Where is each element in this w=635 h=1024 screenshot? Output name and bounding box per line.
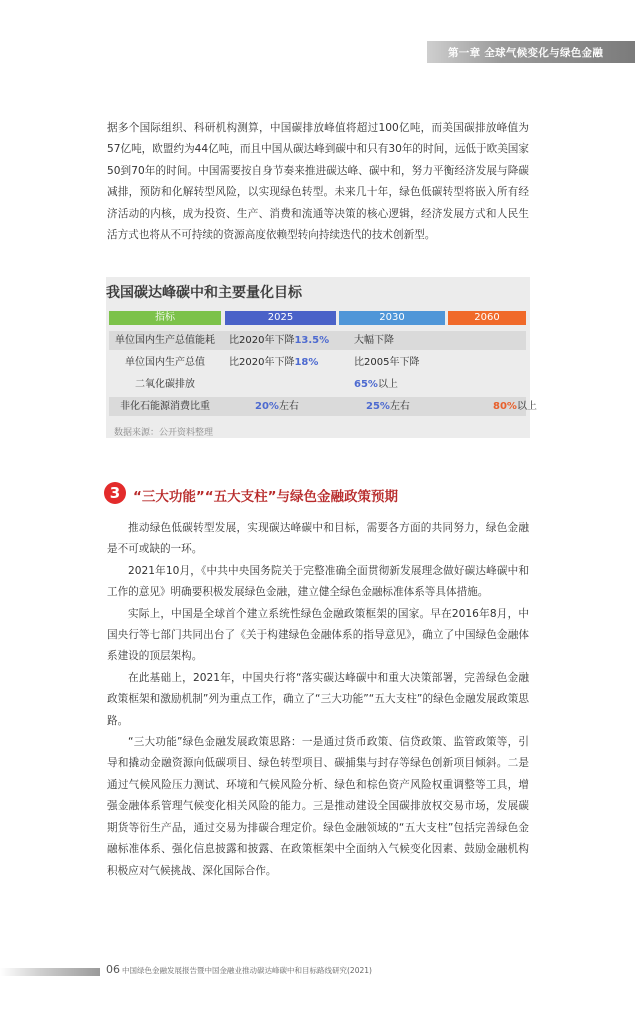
section-number-badge: 3 xyxy=(104,482,126,504)
body-paragraph: 在此基础上，2021年，中国央行将“落实碳达峰碳中和重大决策部署，完善绿色金融政策框架和激励机制”列为重点工作，确立了“三大功能”“五大支柱”的绿色金融发展政策思路。 xyxy=(107,671,529,727)
body-paragraph: 2021年10月，《中共中央国务院关于完整准确全面贯彻新发展理念做好碳达峰碳中和工作的意见》明确要积极发展绿色金融，建立健全绿色金融标准体系等具体措施。 xyxy=(107,564,529,599)
table-header-2030: 2030 xyxy=(339,311,445,325)
body-paragraph: 推动绿色低碳转型发展，实现碳达峰碳中和目标，需要各方面的共同努力，绿色金融是不可或缺的一环。 xyxy=(107,522,529,556)
table-row: 二氧化碳排放 65%以上 xyxy=(135,379,398,390)
table-header-2025: 2025 xyxy=(225,311,336,325)
table-source: 数据来源：公开资料整理 xyxy=(114,428,214,438)
table-title: 我国碳达峰碳中和主要量化目标 xyxy=(106,285,302,301)
table-row: 非化石能源消费比重 20%左右 25%左右 80%以上 xyxy=(109,397,526,416)
chapter-title: 第一章 全球气候变化与绿色金融 xyxy=(448,47,604,59)
table-header-indicator: 指标 xyxy=(109,311,221,325)
table-row: 单位国内生产总值能耗 比2020年下降13.5% 大幅下降 xyxy=(109,331,526,350)
footer-text: 中国绿色金融发展报告暨中国金融业推动碳达峰碳中和目标路线研究(2021) xyxy=(122,966,372,975)
table-header-2060: 2060 xyxy=(448,311,526,325)
section-title: “三大功能”“五大支柱”与绿色金融政策预期 xyxy=(133,489,398,505)
body-paragraph: “三大功能”绿色金融发展政策思路：一是通过货币政策、信贷政策、监管政策等，引导和撬动金融资源向低碳项目、绿色转型项目、碳捕集与封存等绿色创新项目倾斜。二是通过气候风险压力测试、环境和气候风险分析、绿色和棕色资产风险权重调整等工具，增强金融体系管理气候变化相关风险的能力。三是推动建设全国碳排放权交易市场，发展碳期货等衍生产品，通过交易为排碳合理定价。绿色金融领域的“五大支柱”包括完善绿色金融标准体系、强化信息披露和披露、在政策框架中全面纳入气候变化因素、鼓励金融机构积极应对气候挑战、深化国际合作。 xyxy=(107,736,529,877)
intro-paragraph: 据多个国际组织、科研机构测算，中国碳排放峰值将超过100亿吨，而美国碳排放峰值为57亿吨，欧盟约为44亿吨，而且中国从碳达峰到碳中和只有30年的时间，远低于欧美国家50到70年的时间。中国需要按自身节奏来推进碳达峰、碳中和，努力平衡经济发展与降碳减排，预防和化解转型风险，以实现绿色转型。未来几十年，绿色低碳转型将嵌入所有经济活动的内核，成为投资、生产、消费和流通等决策的核心逻辑，经济发展方式和人民生活方式也将从不可持续的资源高度依赖型转向持续迭代的技术创新型。 xyxy=(107,122,529,242)
footer-bar xyxy=(0,968,100,976)
section-body xyxy=(107,518,529,882)
page-number: 06 xyxy=(106,963,120,976)
table-row: 单位国内生产总值 比2020年下降18% 比2005年下降 xyxy=(125,357,420,368)
body-paragraph: 实际上，中国是全球首个建立系统性绿色金融政策框架的国家。早在2016年8月，中国央行等七部门共同出台了《关于构建绿色金融体系的指导意见》，确立了中国绿色金融体系建设的顶层架构。 xyxy=(107,607,529,663)
